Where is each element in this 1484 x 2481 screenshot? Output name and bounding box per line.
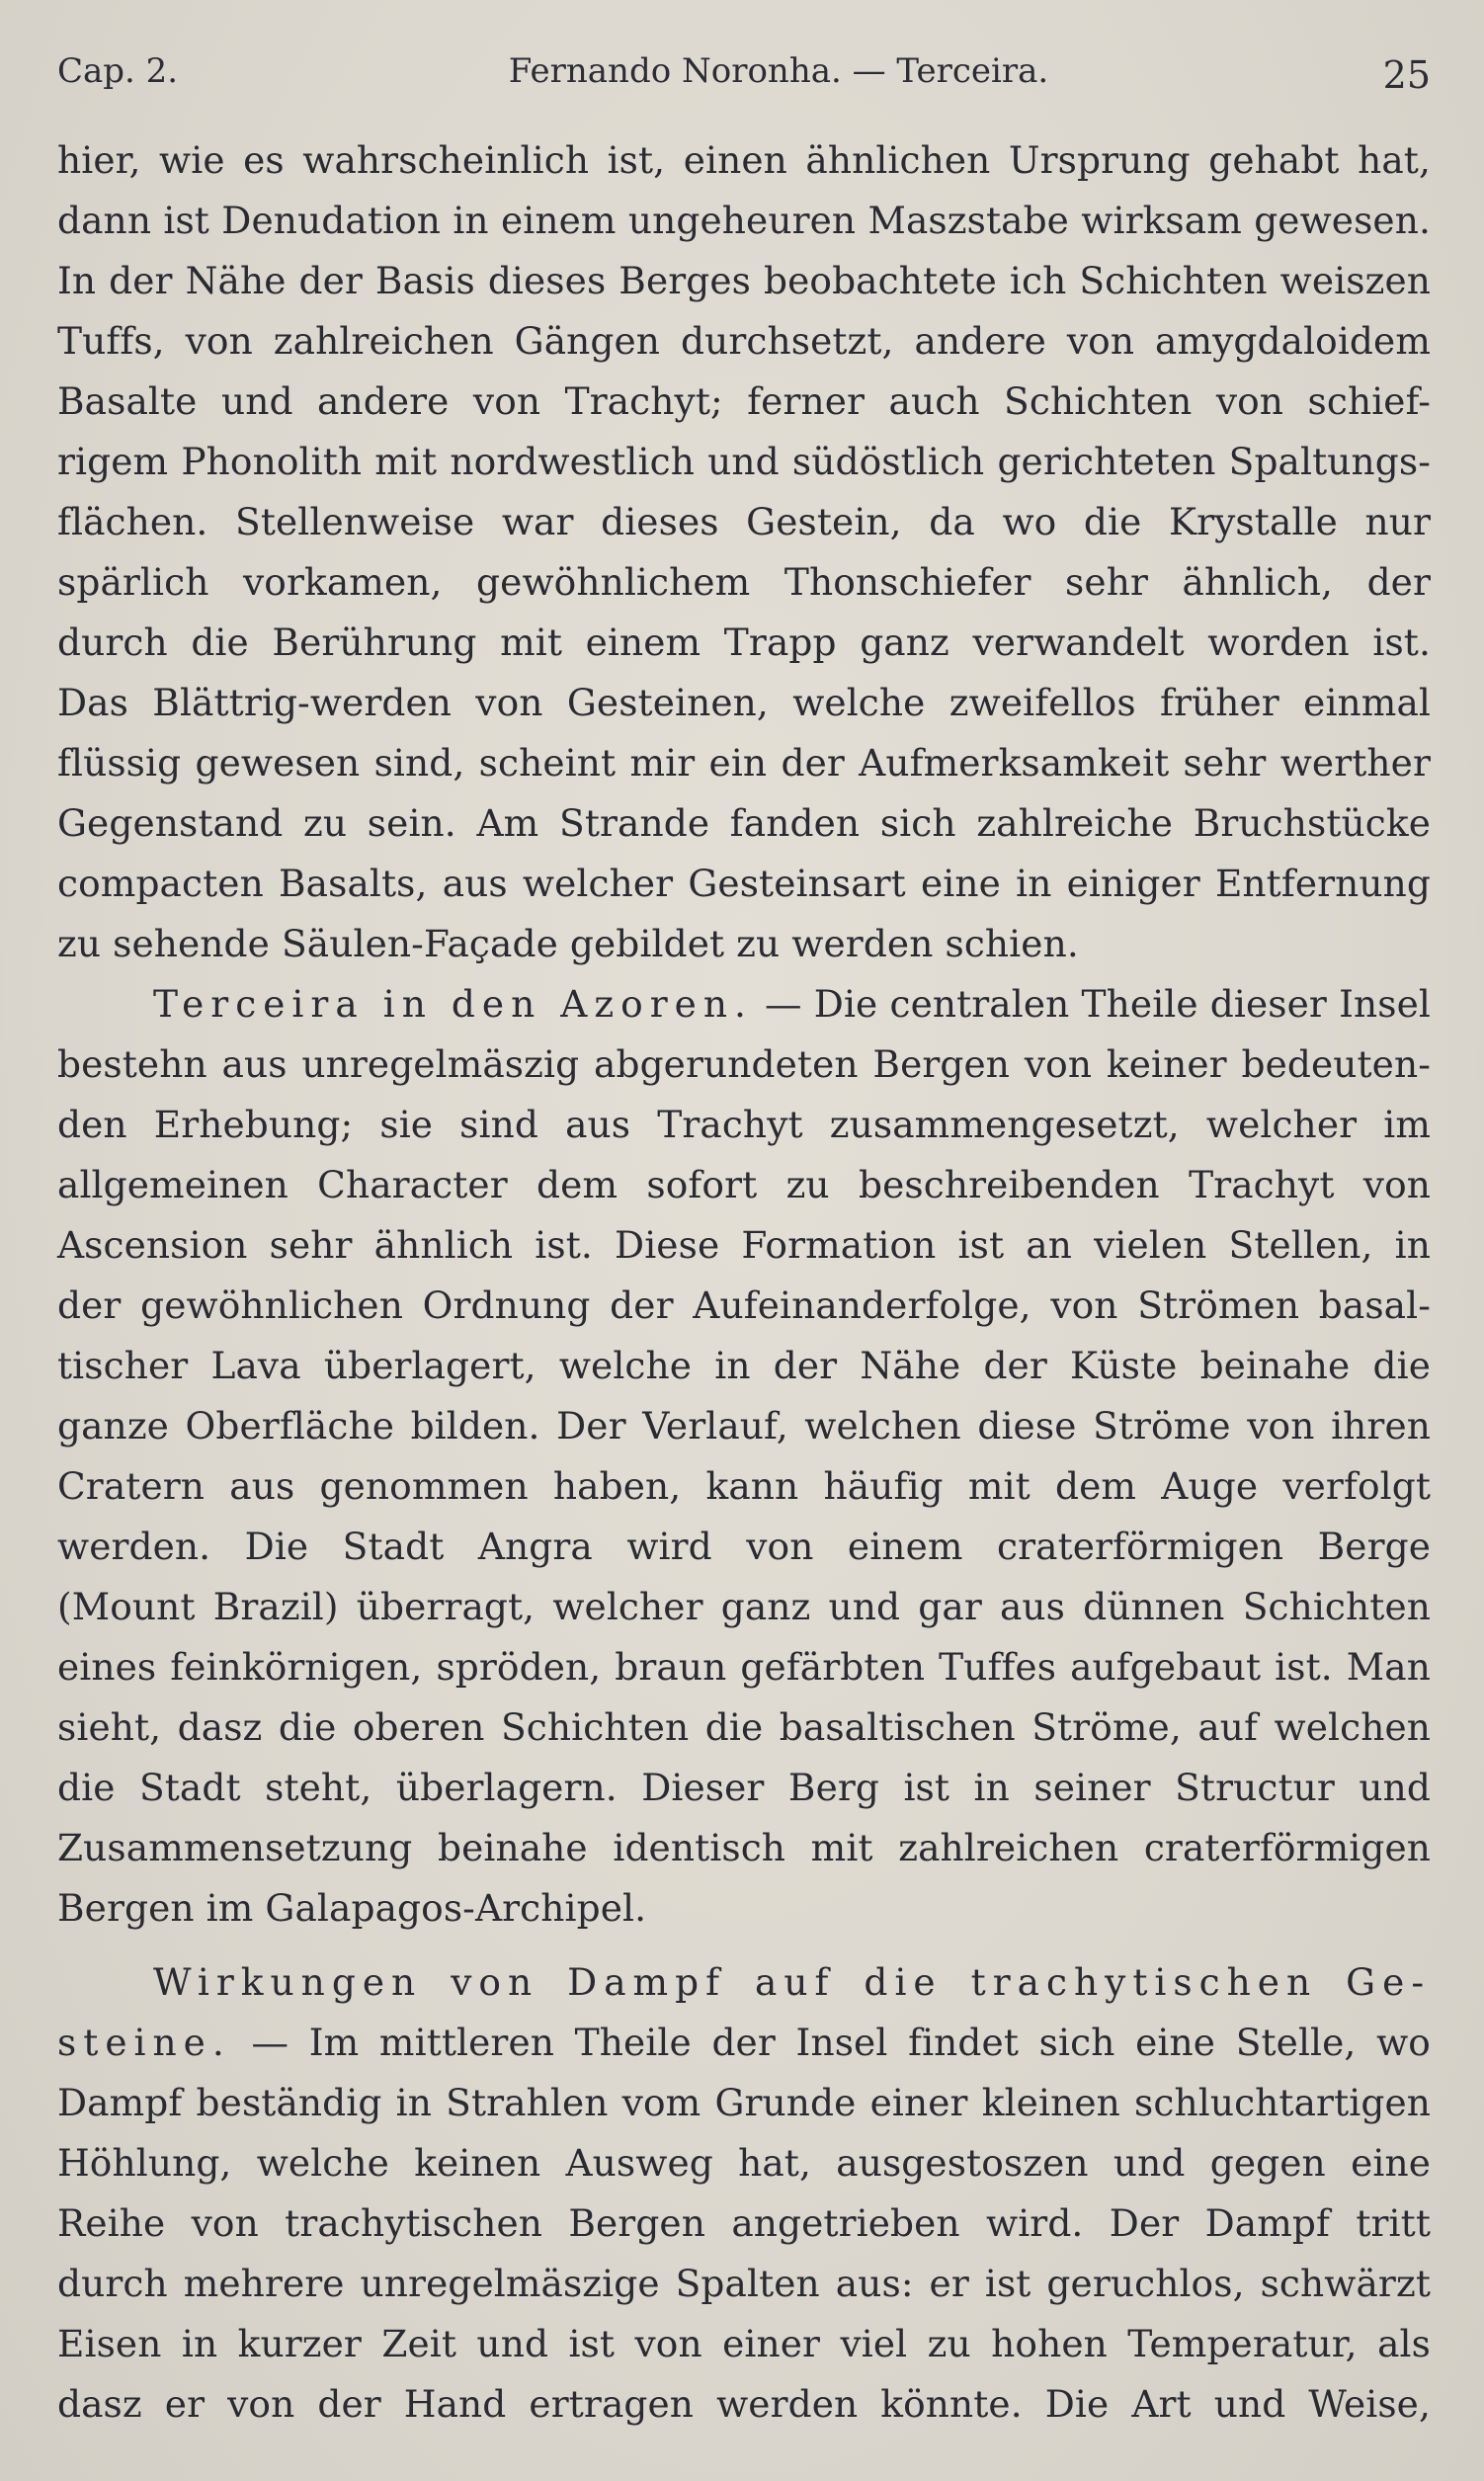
body-text [57,130,1431,2435]
text-line: bestehn aus unregelmäszig abgerundeten Bergen von keiner bedeuten- [57,1042,1431,1086]
text-line: flächen. Stellenweise war dieses Gestein, da wo die Krystalle nur [57,500,1431,543]
text-line: hier, wie es wahrscheinlich ist, einen ähnlichen Ursprung gehabt hat, [57,138,1431,182]
paragraph-2 [57,974,1431,1939]
text-line: Bergen im Galapagos-Archipel. [57,1886,647,1930]
text-line: rigem Phonolith mit nordwestlich und südöstlich gerichteten Spaltungs- [57,440,1431,483]
text-line: Zusammensetzung beinahe identisch mit zahlreichen craterförmigen [57,1826,1431,1869]
paragraph-3 [57,1952,1431,2435]
section-heading-dampf-cont: steine. [57,2021,231,2064]
text-line: Tuffs, von zahlreichen Gängen durchsetzt, andere von amygdaloidem [57,319,1431,363]
text-line: Basalte und andere von Trachyt; ferner auch Schichten von schief- [57,379,1431,423]
text-line: durch mehrere unregelmäszige Spalten aus: er ist geruchlos, schwärzt [57,2262,1431,2305]
section-heading-terceira: Terceira in den Azoren. [153,982,753,1026]
text-line: Eisen in kurzer Zeit und ist von einer viel zu hohen Temperatur, als [57,2322,1431,2365]
text-line [57,2013,1431,2073]
text-line: Ascension sehr ähnlich ist. Diese Formation ist an vielen Stellen, in [57,1223,1431,1267]
text-line: eines feinkörnigen, spröden, braun gefärbten Tuffes aufgebaut ist. Man [57,1645,1431,1689]
text-run: — Die centralen Theile dieser Insel [765,982,1431,1026]
text-line: durch die Berührung mit einem Trapp ganz verwandelt worden ist. [57,620,1431,664]
text-line: Cratern aus genommen haben, kann häufig mit dem Auge verfolgt [57,1464,1431,1508]
text-line: der gewöhnlichen Ordnung der Aufeinanderfolge, von Strömen basal- [57,1283,1431,1327]
text-line: Gegenstand zu sein. Am Strande fanden sich zahlreiche Bruchstücke [57,801,1431,845]
text-line: dann ist Denudation in einem ungeheuren Maszstabe wirksam gewesen. [57,199,1431,242]
paragraph-gap [57,1939,1431,1952]
text-line: den Erhebung; sie sind aus Trachyt zusammengesetzt, welcher im [57,1103,1431,1146]
chapter-label: Cap. 2. [57,51,179,91]
text-line: compacten Basalts, aus welcher Gesteinsart eine in einiger Entfernung [57,862,1431,905]
text-line: zu sehende Säulen-Façade gebildet zu werden schien. [57,922,1079,965]
text-line: spärlich vorkamen, gewöhnlichem Thonschiefer sehr ähnlich, der [57,560,1431,604]
text-line: allgemeinen Character dem sofort zu beschreibenden Trachyt von [57,1163,1431,1206]
page-number: 25 [1382,53,1431,97]
text-line: Reihe von trachytischen Bergen angetrieben wird. Der Dampf tritt [57,2201,1431,2245]
paragraph-1 [57,130,1431,974]
text-line: flüssig gewesen sind, scheint mir ein der Aufmerksamkeit sehr werther [57,741,1431,785]
text-line: die Stadt steht, überlagern. Dieser Berg ist in seiner Structur und [57,1766,1431,1809]
text-line: ganze Oberfläche bilden. Der Verlauf, welchen diese Ströme von ihren [57,1404,1431,1447]
text-line [57,974,1431,1034]
text-line: dasz er von der Hand ertragen werden könnte. Die Art und Weise, [57,2382,1431,2426]
text-line: Das Blättrig-werden von Gesteinen, welche zweifellos früher einmal [57,681,1431,724]
text-line: tischer Lava überlagert, welche in der Nähe der Küste beinahe die [57,1344,1431,1387]
running-title: Fernando Noronha. — Terceira. [508,51,1049,91]
text-line: Dampf beständig in Strahlen vom Grunde einer kleinen schluchtartigen [57,2081,1431,2124]
text-line: sieht, dasz die oberen Schichten die basaltischen Ströme, auf welchen [57,1705,1431,1749]
text-line: werden. Die Stadt Angra wird von einem craterförmigen Berge [57,1525,1431,1568]
text-line: In der Nähe der Basis dieses Berges beobachtete ich Schichten weiszen [57,259,1431,302]
text-run: — Im mittleren Theile der Insel findet sich eine Stelle, wo [251,2021,1431,2064]
text-line [57,1952,1431,2013]
section-heading-dampf: Wirkungen von Dampf auf die trachytischen Ge- [153,1960,1431,2004]
running-head [57,45,1431,97]
text-line: Höhlung, welche keinen Ausweg hat, ausgestoszen und gegen eine [57,2141,1431,2185]
text-line: (Mount Brazil) überragt, welcher ganz und gar aus dünnen Schichten [57,1585,1431,1628]
